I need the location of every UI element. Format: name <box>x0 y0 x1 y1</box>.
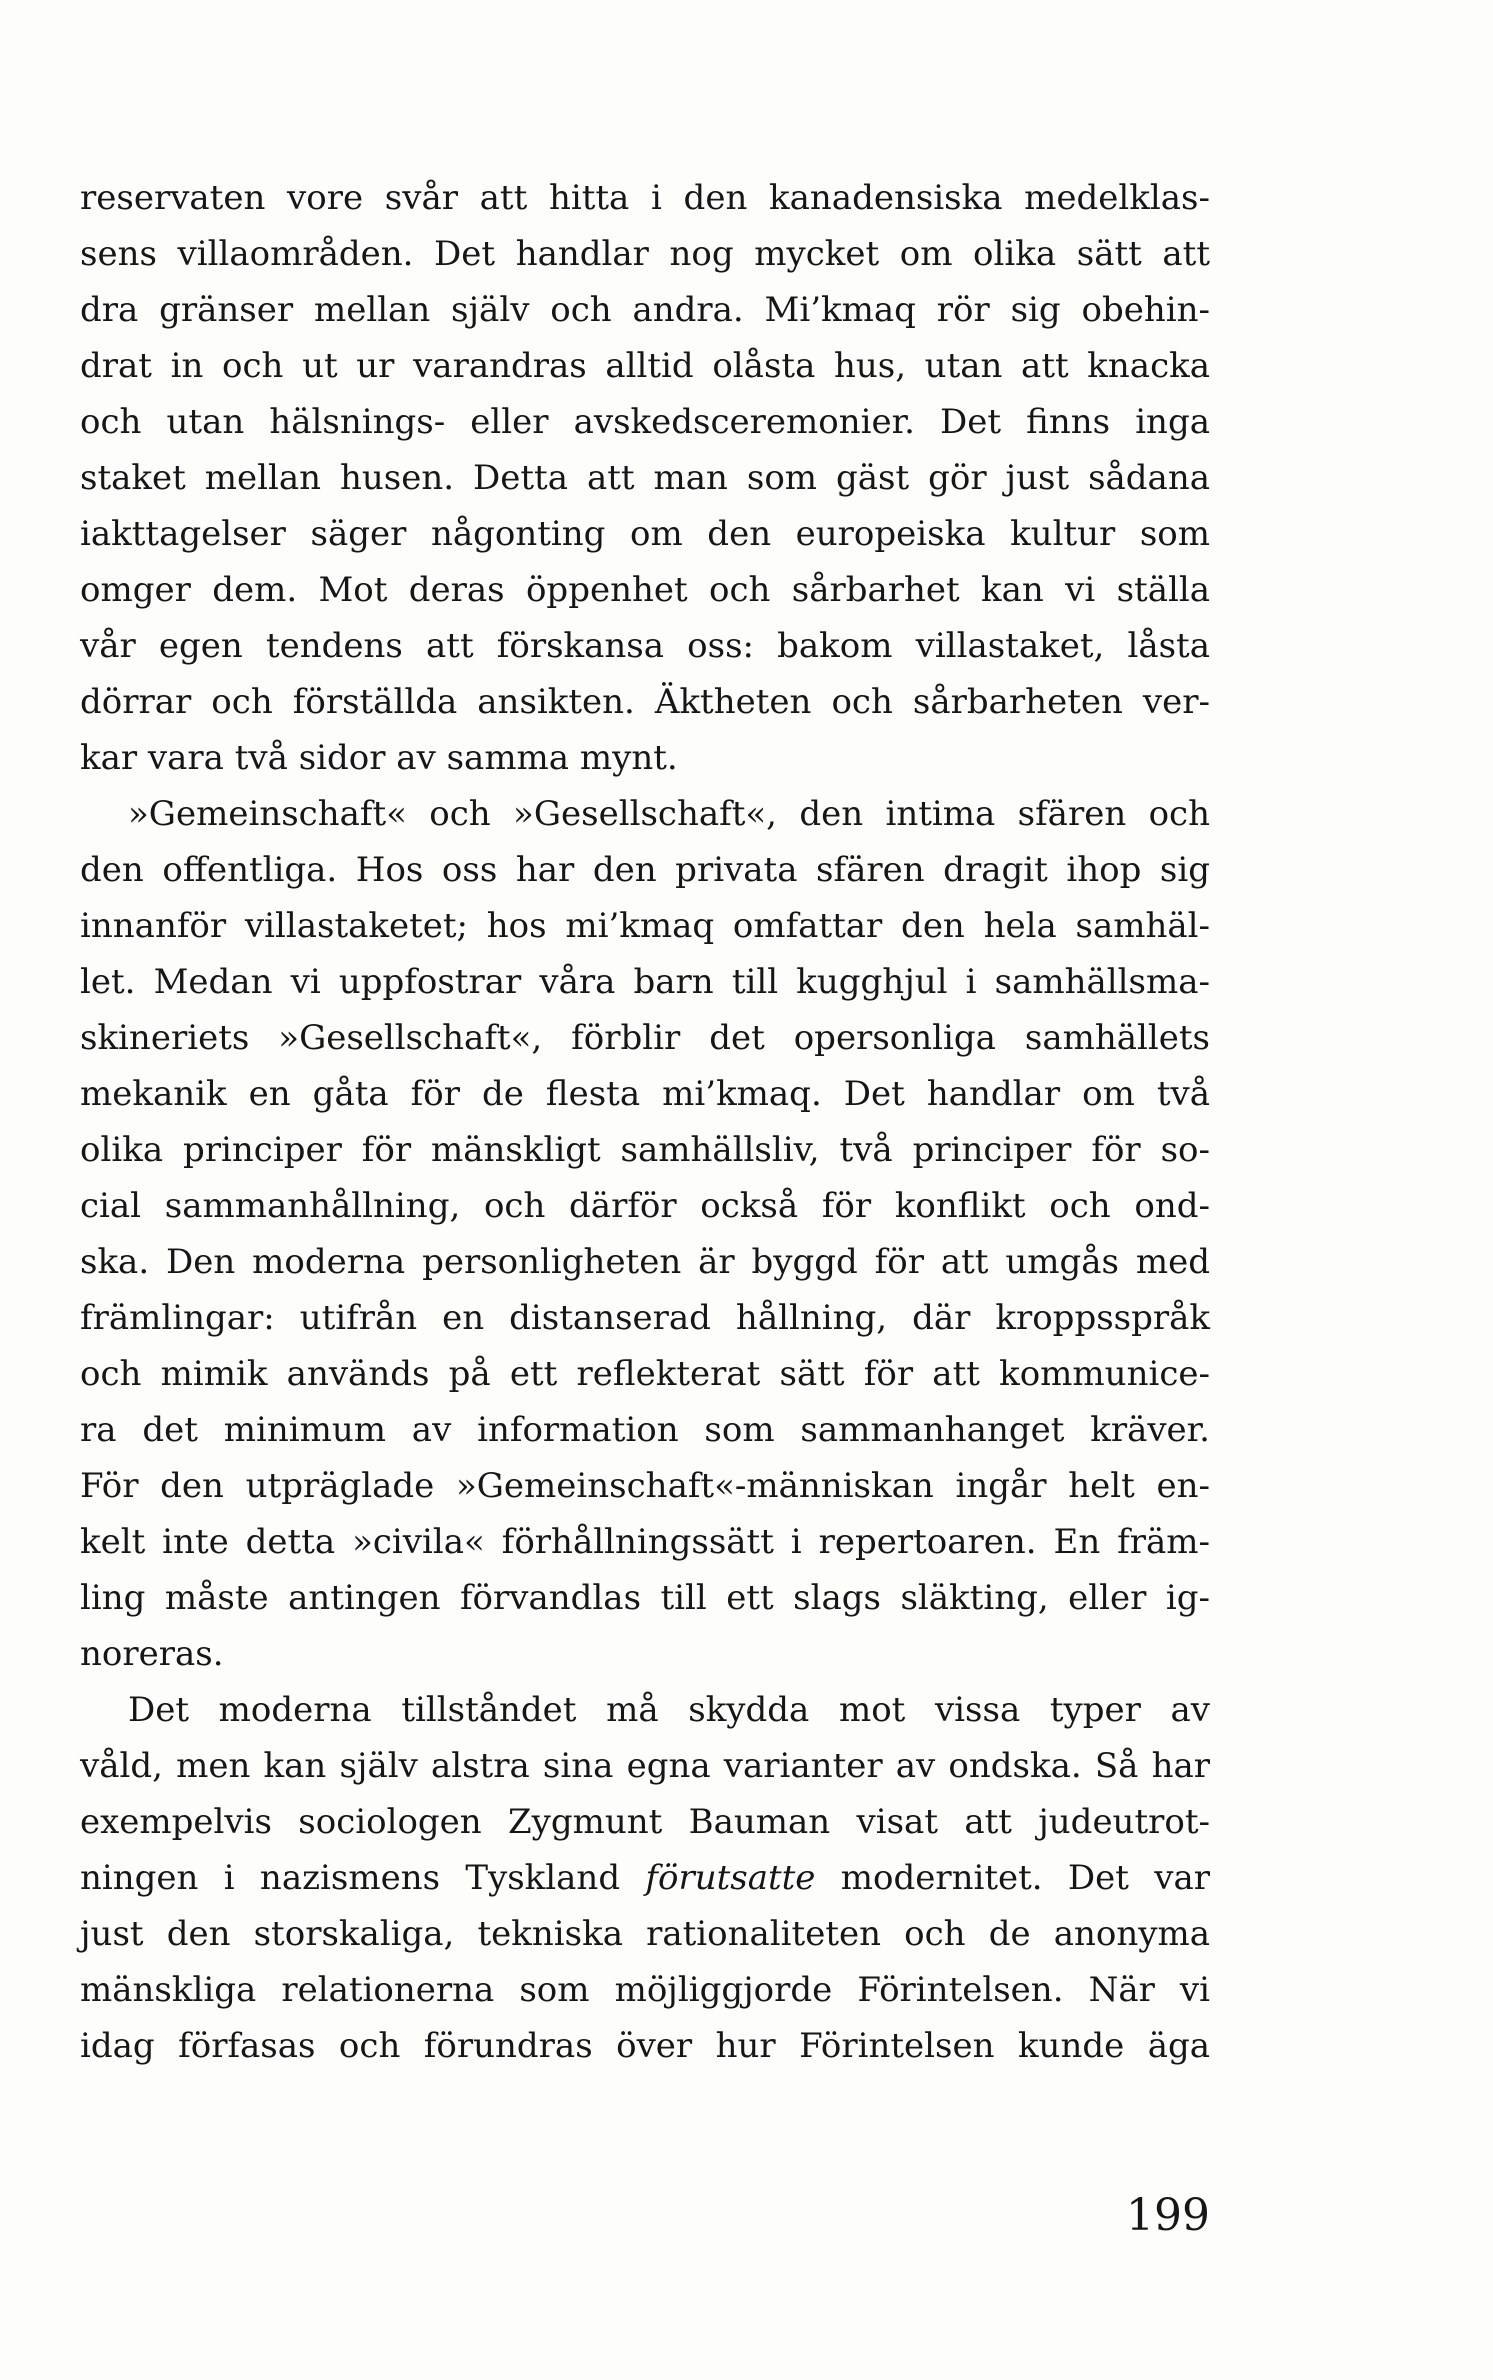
text-line: kar vara två sidor av samma mynt. <box>80 738 678 778</box>
text-line: skineriets »Gesellschaft«, förblir det opersonliga samhällets <box>80 1018 1210 1058</box>
text-line: och mimik används på ett reflekterat sätt för att kommunice- <box>80 1354 1210 1394</box>
text-line: ningen i nazismens Tyskland förutsatte modernitet. Det var <box>80 1858 1210 1898</box>
text-line: omger dem. Mot deras öppenhet och sårbarhet kan vi ställa <box>80 570 1210 610</box>
text-line: kelt inte detta »civila« förhållningssätt i repertoaren. En främ- <box>80 1522 1210 1562</box>
emphasis: förutsatte <box>645 1858 816 1898</box>
text-line: främlingar: utifrån en distanserad hållning, där kroppsspråk <box>80 1298 1210 1338</box>
text-line: ska. Den moderna personligheten är byggd för att umgås med <box>80 1242 1210 1282</box>
text-line: just den storskaliga, tekniska rationaliteten och de anonyma <box>80 1914 1210 1954</box>
page-number: 199 <box>1126 2190 1210 2241</box>
text-line: drat in och ut ur varandras alltid olåsta hus, utan att knacka <box>80 346 1210 386</box>
text-line: exempelvis sociologen Zygmunt Bauman visat att judeutrot- <box>80 1802 1210 1842</box>
text-line: olika principer för mänskligt samhällsliv, två principer för so- <box>80 1130 1210 1170</box>
text-line: dra gränser mellan själv och andra. Mi’kmaq rör sig obehin- <box>80 290 1210 330</box>
text-line: idag förfasas och förundras över hur Förintelsen kunde äga <box>80 2026 1210 2066</box>
text-line: Det moderna tillståndet må skydda mot vissa typer av <box>128 1690 1210 1730</box>
text-line: våld, men kan själv alstra sina egna varianter av ondska. Så har <box>80 1746 1210 1786</box>
text-line: och utan hälsnings- eller avskedsceremonier. Det finns inga <box>80 402 1210 442</box>
text-line: mänskliga relationerna som möjliggjorde Förintelsen. När vi <box>80 1970 1210 2010</box>
text-line: den offentliga. Hos oss har den privata sfären dragit ihop sig <box>80 850 1210 890</box>
text-line: sens villaområden. Det handlar nog mycket om olika sätt att <box>80 234 1210 274</box>
text-line: staket mellan husen. Detta att man som gäst gör just sådana <box>80 458 1210 498</box>
text-line: let. Medan vi uppfostrar våra barn till kugghjul i samhällsma- <box>80 962 1210 1002</box>
text-line: vår egen tendens att förskansa oss: bakom villastaket, låsta <box>80 626 1210 666</box>
body-text <box>80 170 1210 2074</box>
text-line: dörrar och förställda ansikten. Äktheten och sårbarheten ver- <box>80 682 1210 722</box>
text-line: ling måste antingen förvandlas till ett slags släkting, eller ig- <box>80 1578 1210 1618</box>
text-line: För den utpräglade »Gemeinschaft«-människan ingår helt en- <box>80 1466 1210 1506</box>
text-line: iakttagelser säger någonting om den europeiska kultur som <box>80 514 1210 554</box>
text-line: noreras. <box>80 1634 224 1674</box>
text-line: innanför villastaketet; hos mi’kmaq omfattar den hela samhäl- <box>80 906 1210 946</box>
text-line: reservaten vore svår att hitta i den kanadensiska medelklas- <box>80 178 1210 218</box>
text-line: »Gemeinschaft« och »Gesellschaft«, den intima sfären och <box>128 794 1210 834</box>
text-line: cial sammanhållning, och därför också för konflikt och ond- <box>80 1186 1210 1226</box>
text-line: ra det minimum av information som sammanhanget kräver. <box>80 1410 1210 1450</box>
text-line: mekanik en gåta för de flesta mi’kmaq. Det handlar om två <box>80 1074 1210 1114</box>
